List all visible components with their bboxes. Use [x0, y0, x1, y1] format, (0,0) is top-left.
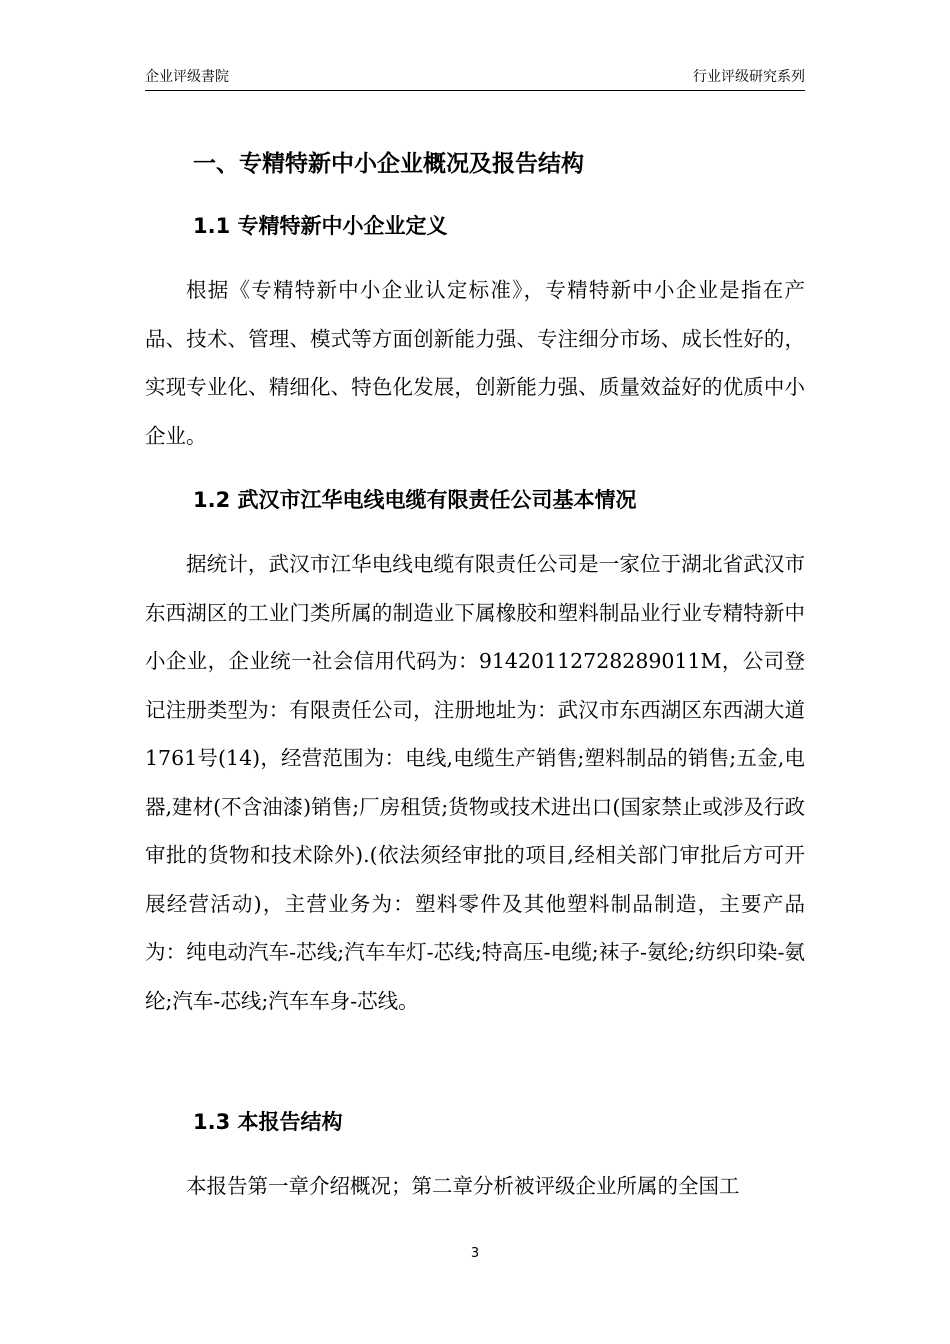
section-1-2-paragraph: 据统计，武汉市江华电线电缆有限责任公司是一家位于湖北省武汉市东西湖区的工业门类所属的制造业下属橡胶和塑料制品业行业专精特新中小企业，企业统一社会信用代码为：91420112728289011M，公司登记注册类型为：有限责任公司，注册地址为：武汉市东西湖区东西湖大道1761号(14)，经营范围为：电线,电缆生产销售;塑料制品的销售;五金,电器,建材(不含油漆)销售;厂房租赁;货物或技术进出口(国家禁止或涉及行政审批的货物和技术除外).(依法须经审批的项目,经相关部门审批后方可开展经营活动)，主营业务为：塑料零件及其他塑料制品制造，主要产品为：纯电动汽车-芯线;汽车车灯-芯线;特高压-电缆;袜子-氨纶;纺织印染-氨纶;汽车-芯线;汽车车身-芯线。 [145, 552, 805, 1013]
section-1-3-title: 1.3 本报告结构 [193, 1110, 343, 1134]
section-1-1-paragraph: 根据《专精特新中小企业认定标准》，专精特新中小企业是指在产品、技术、管理、模式等方面创新能力强、专注细分市场、成长性好的，实现专业化、精细化、特色化发展，创新能力强、质量效益好的优质中小企业。 [145, 278, 805, 448]
header-right-text: 行业评级研究系列 [693, 69, 805, 85]
page-header [145, 66, 805, 91]
section-1-1-title: 1.1 专精特新中小企业定义 [193, 214, 448, 238]
chapter-title: 一、专精特新中小企业概况及报告结构 [193, 151, 584, 177]
header-left-text: 企业评级書院 [145, 69, 229, 85]
section-1-2-title: 1.2 武汉市江华电线电缆有限责任公司基本情况 [193, 488, 637, 512]
section-1-3-paragraph: 本报告第一章介绍概况；第二章分析被评级企业所属的全国工 [186, 1174, 740, 1198]
page-number: 3 [470, 1246, 480, 1261]
